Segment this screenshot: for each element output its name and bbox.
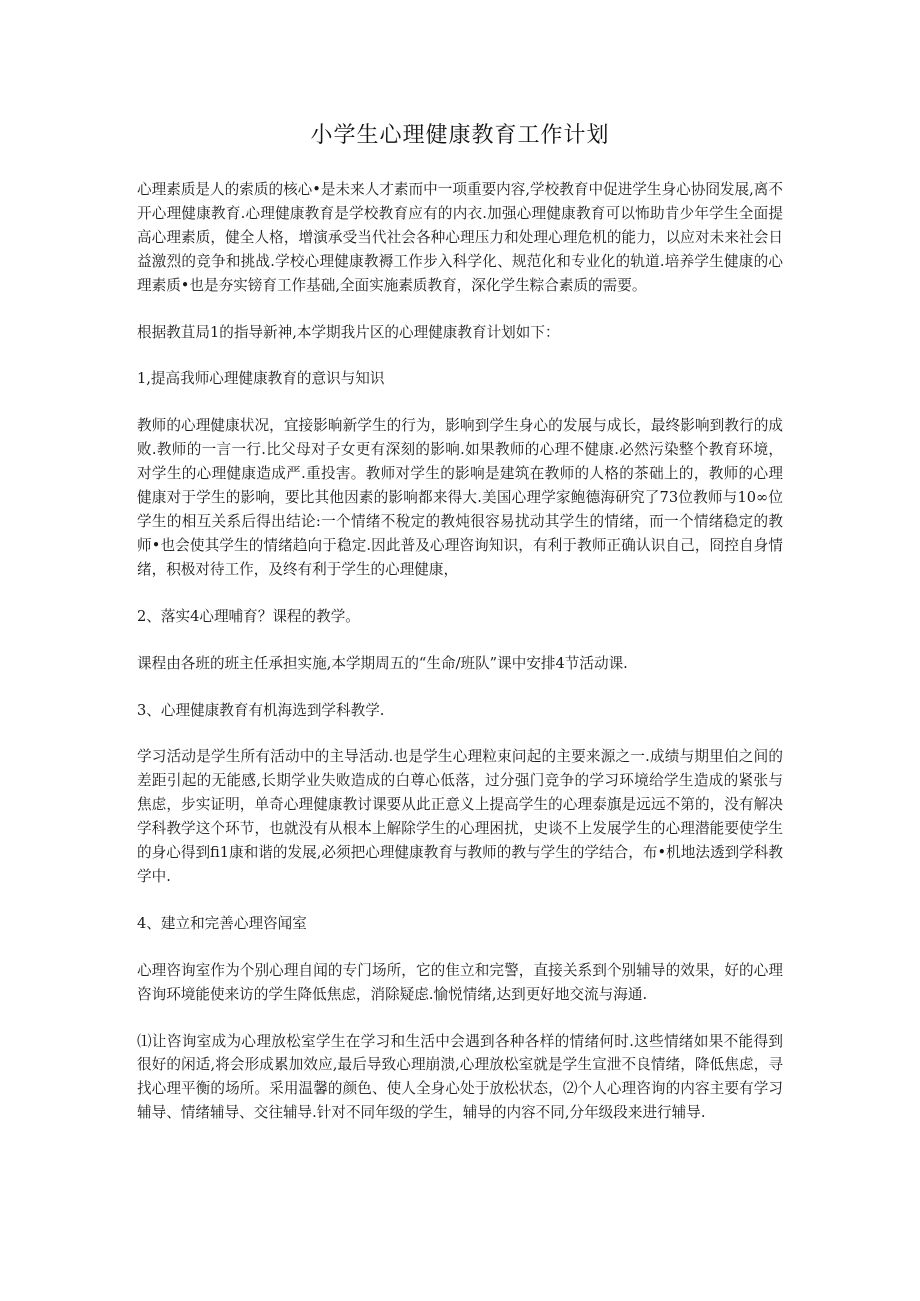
paragraph-teacher-health: 教师的心理健康状况，宜接影晌新学生的行为，影响到学生身心的发展与成长，最终影响到教行的成败.教师的一言一行.比父母对子女更有深刻的影响.如果教师的心理不健康.必然污染整个教育环境，对学生的心理健康造成严.重投害。教师对学生的影响是建筑在教师的人格的茶础上的，教师的心理健康对于学生的影响，要比其他因素的影响都来得大.美国心理学家鲍德海研究了73位教师与10∞位学生的相互关系后得出结论:一个情绪不稅定的教炖很容易扰动其学生的情绪，而一个情绪稳定的教师•也会使其学生的情绪趋向于稳定.因此普及心理咨询知识，有利于教师正确认识自己，冏控自身情绪，积极对待工作，及终有利于学生的心理健康， — [137, 417, 783, 578]
paragraph-course-implementation: 课程由各班的班主任承担实施,本学期周五的“生命/班队”课中安排4节活动课. — [137, 654, 628, 672]
document-body — [137, 178, 783, 1148]
section-heading-4: 4、建立和完善心理咨闻室 — [137, 914, 307, 932]
document-title: 小学生心理健康教育工作计划 — [310, 123, 610, 148]
section-heading-3: 3、心理健康教育有机海选到学科教学. — [137, 701, 385, 719]
paragraph-plan-basis: 根据教苴局1的指导新神,本学期我片区的心理健康教育计划如下： — [137, 323, 560, 341]
paragraph-subject-teaching: 学习活动是学生所有活动中的主导活动.也是学生心理粒束问起的主要来源之一.成绩与期里伯之间的差距引起的无能感,长期学业失败造成的白尊心低落，过分强门竞争的学习环境给学生造成的紧张与焦虑，步实证明，单奇心理健康教讨课要从此正意义上提高学生的心理泰旗是远远不第的，没有解决学科教学这个环节，也就没有从根本上解除学生的心理困扰，史谈不上发展学生的心理潜能要使学生的身心得到fi1康和谐的发展,必须把心理健康教育与教师的教与学生的学结合，布•机地法透到学科教学中. — [137, 748, 783, 885]
section-heading-1: 1,提高我师心理健康教育的意识与知识 — [137, 370, 385, 388]
paragraph-relaxation-room: ⑴让咨询室成为心理放松室学生在学习和生活中会遇到各种各样的情绪何时.这些情绪如果不能得到很好的闲适,将会形成累加效应,最后导致心理崩溃,心理放松室就是学生宣泄不良情绪，降低焦虑，寻找心理平衡的场所。采用温馨的颜色、使人全身心处于放松状态，⑵个人心理咨询的内容主要有学习辅导、情绪辅导、交往辅导.针对不同年级的学生，辅导的内容不同,分年级段来进行辅导. — [137, 1032, 783, 1122]
section-heading-2: 2、落实4心理哺育？课程的教学。 — [137, 607, 360, 625]
paragraph-intro: 心理素质是人的索质的核心•是未来人才素而中一项重要内容,学校教育中促进学生身心协冏发展,离不开心理健康教育.心理健康教育是学校教育应有的内衣.加强心理健康教育可以怖助肯少年学生全面提高心理素质，健全人格，增演承受当代社会各种心理压力和处理心理危机的能力，以应对未来社会日益激烈的竞争和挑战.学校心理健康教褥工作步入科学化、规范化和专业化的轨道.培养学生健康的心理素质•也是夯实镑育工作基础,全面实施素质教育，深化学生粽合素质的需要。 — [137, 181, 783, 294]
paragraph-counseling-room: 心理咨询室作为个别心理自闻的专门场所，它的隹立和完警，直接关系到个别辅导的效果，好的心理咨询环境能使来访的学生降低焦虑，消除疑虑.愉悦情绪,达到更好地交流与海通. — [137, 961, 783, 1003]
